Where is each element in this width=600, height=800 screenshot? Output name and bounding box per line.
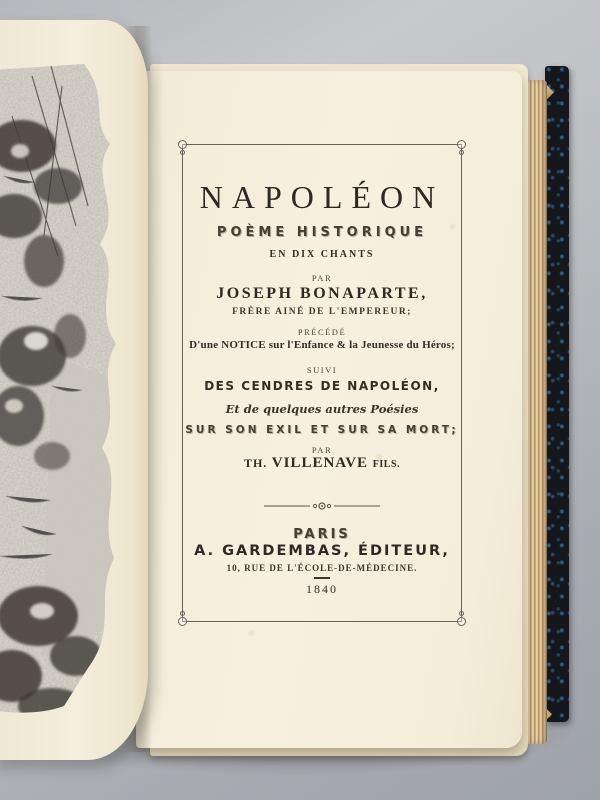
followed-label: SUIVI	[306, 365, 338, 375]
second-author-suffix: FILS.	[372, 459, 401, 470]
imprint-rule	[314, 577, 330, 579]
imprint-year: 1840	[306, 582, 338, 596]
byline-par-1: PAR	[311, 273, 333, 283]
followed-text: Et de quelques autres Poésies	[225, 402, 419, 416]
series-line: EN DIX CHANTS	[269, 249, 375, 260]
imprint-publisher: A. GARDEMBAS, ÉDITEUR,	[194, 543, 450, 559]
frame-corner-ornament	[178, 140, 187, 149]
author-name: JOSEPH BONAPARTE,	[216, 285, 428, 302]
byline-par-2: PAR	[311, 445, 333, 455]
second-author-surname: VILLENAVE	[271, 455, 369, 471]
imprint-address: 10, RUE DE L'ÉCOLE-DE-MÉDECINE.	[226, 563, 418, 573]
frame-corner-ornament	[457, 140, 466, 149]
marbled-cover-board	[545, 66, 569, 722]
frame-corner-ornament	[457, 617, 466, 626]
cavalry-battle-engraving	[0, 56, 144, 736]
imprint-city: PARIS	[293, 527, 351, 542]
book-title: NAPOLÉON	[199, 179, 445, 215]
frame-corner-ornament	[178, 617, 187, 626]
book-subtitle: POÈME HISTORIQUE	[216, 225, 428, 240]
followed-text-2: SUR SON EXIL ET SUR SA MORT;	[185, 424, 459, 436]
title-page-leaf	[136, 71, 522, 748]
author-subtitle: FRÈRE AINÉ DE L'EMPEREUR;	[232, 307, 412, 317]
frontispiece-leaf	[0, 20, 148, 760]
second-author-prefix: TH.	[243, 456, 268, 470]
preceded-label: PRÉCÉDÉ	[297, 327, 347, 337]
followed-title: DES CENDRES DE NAPOLÉON,	[204, 379, 440, 393]
second-author-name	[163, 455, 481, 472]
separator-ornament	[183, 498, 461, 516]
typographic-border-frame	[182, 144, 462, 622]
preceded-text: D'une NOTICE sur l'Enfance & la Jeunesse du Héros;	[189, 339, 455, 351]
